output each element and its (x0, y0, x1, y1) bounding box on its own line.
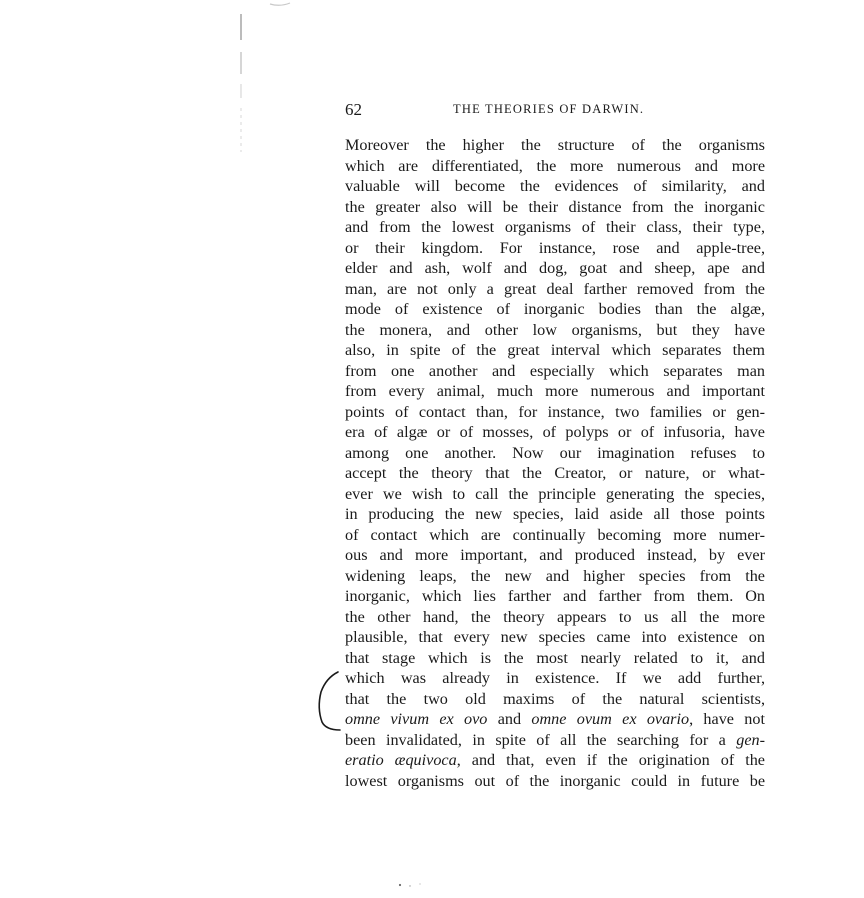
text-line: the greater also will be their distance from the inorganic (345, 197, 765, 216)
text-line: elder and ash, wolf and dog, goat and sheep, ape and (345, 259, 765, 277)
text-line: eratio æquivoca, and that, even if the origination of the (345, 751, 765, 769)
text-line: or their kingdom. For instance, rose and apple-tree, (345, 238, 765, 257)
latin-phrase: gen- (736, 730, 765, 749)
text-line: been invalidated, in spite of all the searching for a gen- (345, 730, 765, 749)
page-header (345, 100, 765, 124)
text-line: man, are not only a great deal farther removed from the (345, 279, 765, 298)
text-line: the monera, and other low organisms, but they have (345, 320, 765, 339)
text-line: which are differentiated, the more numerous and more (345, 156, 765, 175)
text-line: among one another. Now our imagination refuses to (345, 443, 765, 462)
text-line: plausible, that every new species came into existence on (345, 628, 765, 646)
text-line: omne vivum ex ovo and omne ovum ex ovario, have not (345, 710, 765, 728)
latin-phrase: omne ovum ex ovario (531, 710, 690, 728)
paper-specks (390, 880, 430, 890)
text-line: from one another and especially which separates man (345, 361, 765, 380)
text-line: from every animal, much more numerous and important (345, 382, 765, 400)
text-line: and from the lowest organisms of their class, their type, (345, 218, 765, 236)
text-line: lowest organisms out of the inorganic could in future be (345, 771, 765, 790)
handwritten-bracket-mark (312, 668, 342, 734)
text-line: points of contact than, for instance, two families or gen- (345, 402, 765, 421)
binding-edge-marks (238, 12, 246, 162)
text-line: inorganic, which lies farther and farther from them. On (345, 587, 765, 605)
text-line: that the two old maxims of the natural scientists, (345, 689, 765, 708)
latin-phrase: eratio æquivoca (345, 751, 457, 769)
text-line: valuable will become the evidences of similarity, and (345, 177, 765, 195)
text-line: that stage which is the most nearly related to it, and (345, 648, 765, 667)
text-line: the other hand, the theory appears to us all the more (345, 607, 765, 626)
text-line: which was already in existence. If we add further, (345, 669, 765, 687)
running-head: THE THEORIES OF DARWIN. (453, 102, 645, 116)
text-line: ever we wish to call the principle generating the species, (345, 484, 765, 503)
text-line: mode of existence of inorganic bodies than the algæ, (345, 300, 765, 318)
text-line: widening leaps, the new and higher species from the (345, 566, 765, 585)
text-line: ous and more important, and produced instead, by ever (345, 546, 765, 564)
text-line: accept the theory that the Creator, or nature, or what- (345, 464, 765, 482)
text-line: Moreover the higher the structure of the organisms (345, 136, 765, 154)
body-text (345, 135, 765, 791)
text-line: of contact which are continually becoming more numer- (345, 525, 765, 544)
text-line: also, in spite of the great interval which separates them (345, 341, 765, 359)
latin-phrase: omne vivum ex ovo (345, 710, 488, 728)
page-number: 62 (345, 100, 362, 119)
top-edge-smudge (268, 0, 292, 8)
text-line: in producing the new species, laid aside all those points (345, 505, 765, 523)
text-line: era of algæ or of mosses, of polyps or of infusoria, have (345, 423, 765, 441)
